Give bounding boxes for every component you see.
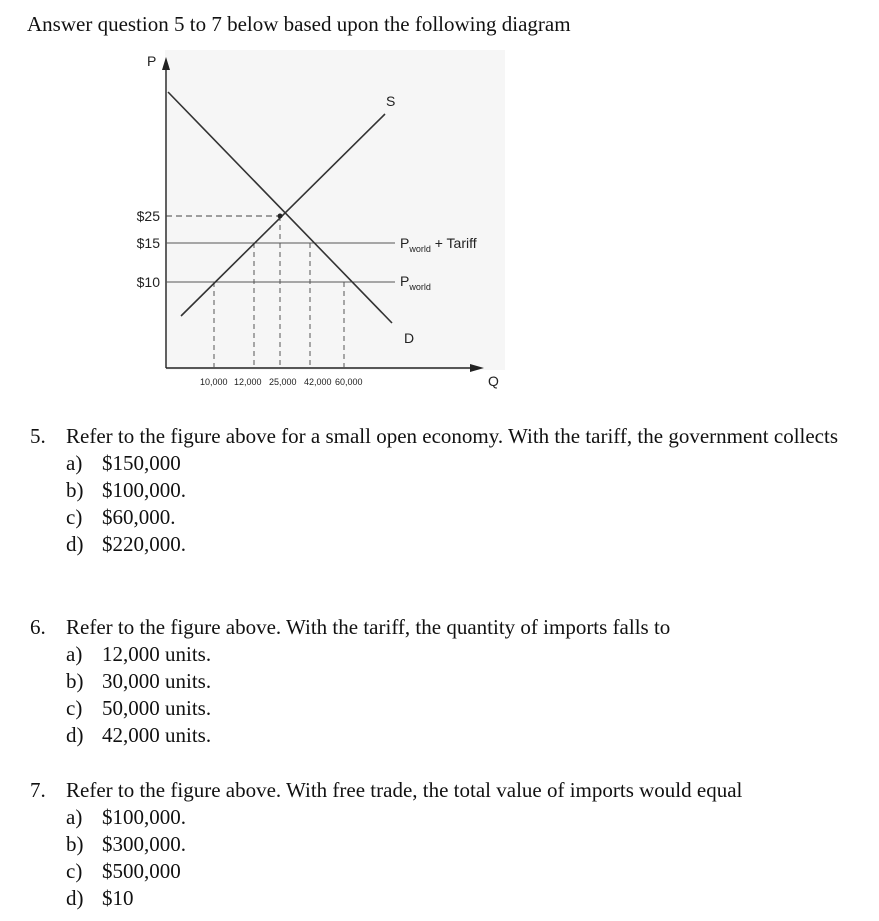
- q-label-42000: 42,000: [304, 377, 332, 387]
- option-d[interactable]: [66, 722, 875, 749]
- option-letter: b): [66, 478, 84, 502]
- option-b[interactable]: [66, 831, 875, 858]
- option-letter: a): [66, 805, 83, 829]
- option-c[interactable]: [66, 504, 875, 531]
- option-text: $300,000.: [102, 832, 186, 856]
- option-letter: d): [66, 532, 84, 556]
- price-label-15: $15: [136, 235, 160, 251]
- price-label-25: $25: [136, 208, 160, 224]
- question-number: 7.: [30, 778, 46, 802]
- options-list: [66, 450, 875, 558]
- question-7: [30, 777, 875, 912]
- option-text: 30,000 units.: [102, 669, 212, 693]
- supply-demand-diagram: [0, 0, 879, 410]
- p-world-label: $P_{world}$: [400, 273, 431, 292]
- option-letter: a): [66, 451, 83, 475]
- option-d[interactable]: [66, 885, 875, 912]
- option-c[interactable]: [66, 858, 875, 885]
- option-text: $60,000.: [102, 505, 176, 529]
- question-text: Refer to the figure above. With free trade, the total value of imports would equal: [66, 778, 743, 802]
- q-label-25000: 25,000: [269, 377, 297, 387]
- option-text: 42,000 units.: [102, 723, 212, 747]
- option-letter: b): [66, 832, 84, 856]
- options-list: [66, 641, 875, 749]
- option-text: $10: [102, 886, 134, 910]
- q-label-10000: 10,000: [200, 377, 228, 387]
- q-label-60000: 60,000: [335, 377, 363, 387]
- option-text: 50,000 units.: [102, 696, 212, 720]
- options-list: [66, 804, 875, 912]
- option-text: $150,000: [102, 451, 181, 475]
- option-a[interactable]: [66, 641, 875, 668]
- price-label-10: $10: [136, 274, 160, 290]
- option-letter: b): [66, 669, 84, 693]
- demand-label: D: [404, 330, 415, 346]
- option-text: 12,000 units.: [102, 642, 212, 666]
- option-text: $100,000.: [102, 478, 186, 502]
- question-text: Refer to the figure above for a small open economy. With the tariff, the government collects: [66, 424, 839, 448]
- option-letter: c): [66, 859, 83, 883]
- option-letter: a): [66, 642, 83, 666]
- option-text: $100,000.: [102, 805, 186, 829]
- q-label-12000: 12,000: [234, 377, 262, 387]
- question-6: [30, 614, 875, 749]
- option-letter: d): [66, 723, 84, 747]
- option-a[interactable]: [66, 804, 875, 831]
- option-text: $500,000: [102, 859, 181, 883]
- option-letter: c): [66, 505, 83, 529]
- option-b[interactable]: [66, 477, 875, 504]
- equilibrium-point: [278, 214, 283, 219]
- option-letter: d): [66, 886, 84, 910]
- option-letter: c): [66, 696, 83, 720]
- option-d[interactable]: [66, 531, 875, 558]
- question-5: [30, 423, 875, 558]
- question-number: 5.: [30, 424, 46, 448]
- p-axis-label: P: [147, 53, 157, 69]
- option-text: $220,000.: [102, 532, 186, 556]
- option-a[interactable]: [66, 450, 875, 477]
- question-number: 6.: [30, 615, 46, 639]
- supply-label: S: [386, 93, 396, 109]
- option-b[interactable]: [66, 668, 875, 695]
- p-world-tariff-label: $P_{world}$ + Tariff: [400, 235, 477, 254]
- question-text: Refer to the figure above. With the tariff, the quantity of imports falls to: [66, 615, 671, 639]
- q-axis-label: Q: [488, 373, 499, 389]
- intro-text: Answer question 5 to 7 below based upon the following diagram: [27, 12, 571, 36]
- option-c[interactable]: [66, 695, 875, 722]
